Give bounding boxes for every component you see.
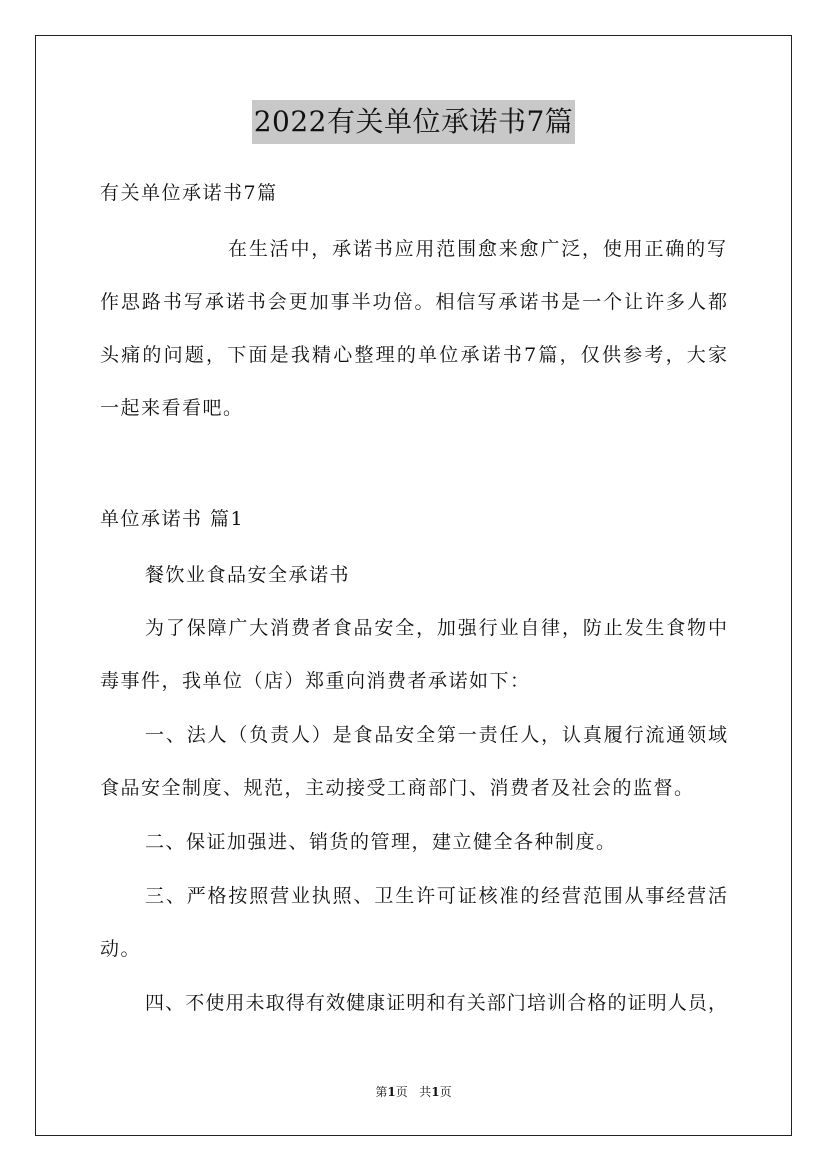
body-line-7: 动。: [100, 938, 142, 960]
body-line-6: 三、严格按照营业执照、卫生许可证核准的经营范围从事经营活: [145, 885, 727, 907]
body-line-4: 食品安全制度、规范，主动接受工商部门、消费者及社会的监督。: [100, 777, 695, 799]
footer-total-prefix: 共: [419, 1085, 432, 1099]
document-title: 2022有关单位承诺书7篇: [252, 100, 576, 144]
footer-page-prefix: 第: [375, 1085, 388, 1099]
intro-line-3: 头痛的问题，下面是我精心整理的单位承诺书7篇，仅供参考，大家: [100, 344, 727, 366]
footer-page-suffix: 页: [395, 1085, 408, 1099]
footer-total-suffix: 页: [439, 1085, 452, 1099]
footer-page-number: 1: [387, 1085, 396, 1099]
title-container: [0, 100, 827, 144]
body-line-5: 二、保证加强进、销货的管理，建立健全各种制度。: [145, 831, 617, 853]
section-heading: 单位承诺书 篇1: [100, 508, 245, 530]
body-line-2: 毒事件，我单位（店）郑重向消费者承诺如下：: [100, 670, 531, 692]
footer-total-number: 1: [431, 1085, 440, 1099]
body-line-3: 一、法人（负责人）是食品安全第一责任人，认真履行流通领域: [145, 724, 727, 746]
intro-line-2: 作思路书写承诺书会更加事半功倍。相信写承诺书是一个让许多人都: [100, 291, 727, 313]
page-footer: [0, 1084, 827, 1100]
intro-line-4: 一起来看看吧。: [100, 397, 244, 419]
body-line-8: 四、不使用未取得有效健康证明和有关部门培训合格的证明人员，: [145, 992, 727, 1014]
section-title: 餐饮业食品安全承诺书: [145, 564, 351, 586]
intro-line-1: 在生活中，承诺书应用范围愈来愈广泛，使用正确的写: [228, 238, 726, 260]
document-subtitle: 有关单位承诺书7篇: [100, 182, 278, 204]
body-line-1: 为了保障广大消费者食品安全，加强行业自律，防止发生食物中: [145, 617, 727, 639]
